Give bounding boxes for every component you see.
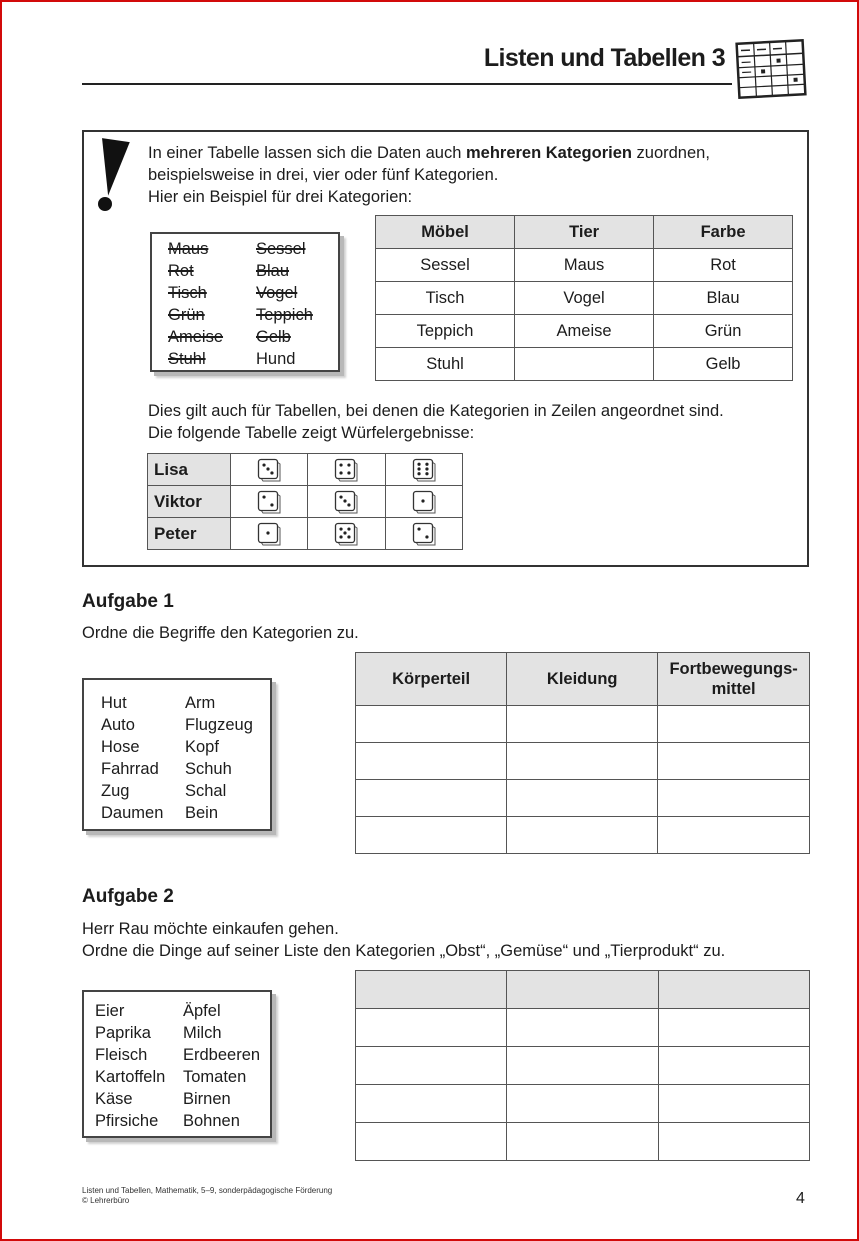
row-header-viktor: Viktor bbox=[148, 486, 231, 518]
note-word: Käse bbox=[95, 1090, 133, 1108]
die-pip bbox=[348, 535, 351, 538]
answer-cell[interactable] bbox=[658, 1085, 809, 1123]
die-icon bbox=[412, 522, 436, 546]
answer-cell[interactable] bbox=[507, 817, 658, 854]
header-cell: Fortbewegungs- mittel bbox=[658, 653, 810, 706]
die-pip bbox=[417, 467, 420, 470]
note-word: Äpfel bbox=[183, 1002, 221, 1020]
die-pip bbox=[266, 467, 269, 470]
note-word: Bein bbox=[185, 804, 219, 822]
answer-cell[interactable] bbox=[356, 1009, 507, 1047]
answer-cell[interactable] bbox=[507, 706, 658, 743]
die-cell bbox=[308, 454, 385, 486]
table-cell: Gelb bbox=[654, 348, 793, 381]
die-pip bbox=[421, 499, 424, 502]
note-word: Hund bbox=[256, 350, 296, 368]
answer-cell[interactable] bbox=[356, 743, 507, 780]
answer-cell[interactable] bbox=[658, 1123, 809, 1161]
info-paragraph-1: In einer Tabelle lassen sich die Daten auch mehreren Kategorien zuordnen, beispielsweise in drei, vier oder fünf Kategorien. Hier ein Beispiel für drei Kategorien: bbox=[148, 144, 710, 206]
info-bold-phrase: mehreren Kategorien bbox=[465, 144, 632, 162]
header-cell: Kleidung bbox=[507, 653, 658, 706]
die-pip bbox=[348, 471, 351, 474]
note-word: Fahrrad bbox=[101, 760, 159, 778]
note-word: Paprika bbox=[95, 1024, 151, 1042]
die-icon bbox=[334, 490, 358, 514]
note-word: Auto bbox=[101, 716, 135, 734]
blank-header-cell[interactable] bbox=[658, 971, 809, 1009]
task1-heading: Aufgabe 1 bbox=[82, 591, 174, 612]
answer-cell[interactable] bbox=[356, 1123, 507, 1161]
table-cell: Stuhl bbox=[376, 348, 515, 381]
dice-results-table bbox=[147, 453, 463, 550]
die-pip bbox=[344, 499, 347, 502]
blank-header-cell[interactable] bbox=[507, 971, 658, 1009]
row-header-lisa: Lisa bbox=[148, 454, 231, 486]
die-pip bbox=[425, 535, 428, 538]
die-face bbox=[413, 523, 432, 542]
header-cell: Möbel bbox=[376, 216, 515, 249]
note-word: Kopf bbox=[185, 738, 219, 756]
die-cell bbox=[308, 518, 385, 550]
die-pip bbox=[425, 472, 428, 475]
answer-cell[interactable] bbox=[507, 1085, 658, 1123]
die-pip bbox=[270, 503, 273, 506]
note-word: Eier bbox=[95, 1002, 125, 1020]
die-icon bbox=[257, 522, 281, 546]
note-word: Rot bbox=[168, 262, 194, 280]
die-cell bbox=[385, 518, 462, 550]
die-pip bbox=[270, 471, 273, 474]
die-pip bbox=[425, 462, 428, 465]
answer-cell[interactable] bbox=[356, 706, 507, 743]
die-cell bbox=[230, 518, 307, 550]
note-word: Milch bbox=[183, 1024, 222, 1042]
table-cell: Maus bbox=[515, 249, 654, 282]
answer-cell[interactable] bbox=[507, 1009, 658, 1047]
row-header-peter: Peter bbox=[148, 518, 231, 550]
die-pip bbox=[425, 467, 428, 470]
blank-header-cell[interactable] bbox=[356, 971, 507, 1009]
note-word: Hose bbox=[101, 738, 140, 756]
note-word: Ameise bbox=[168, 328, 224, 346]
die-face bbox=[336, 459, 355, 478]
die-icon bbox=[412, 458, 436, 482]
task2-answer-table bbox=[355, 970, 810, 1161]
answer-cell[interactable] bbox=[356, 1085, 507, 1123]
answer-cell[interactable] bbox=[658, 1009, 809, 1047]
note-word: Grün bbox=[168, 306, 205, 324]
note-word: Stuhl bbox=[168, 350, 206, 368]
note-word: Flugzeug bbox=[185, 716, 253, 734]
note-word: Maus bbox=[168, 240, 209, 258]
answer-cell[interactable] bbox=[356, 780, 507, 817]
footer-credits: Listen und Tabellen, Mathematik, 5–9, sonderpädagogische Förderung © Lehrerbüro bbox=[82, 1186, 333, 1205]
task1-answer-table bbox=[355, 652, 810, 854]
task2-heading: Aufgabe 2 bbox=[82, 886, 174, 907]
answer-cell[interactable] bbox=[507, 1123, 658, 1161]
die-pip bbox=[348, 527, 351, 530]
answer-cell[interactable] bbox=[356, 1047, 507, 1085]
example-category-table bbox=[375, 215, 793, 381]
die-pip bbox=[417, 527, 420, 530]
die-cell bbox=[385, 454, 462, 486]
page-number: 4 bbox=[796, 1190, 805, 1207]
table-cell: Teppich bbox=[376, 315, 515, 348]
note-word: Hut bbox=[101, 694, 127, 712]
note-word: Schal bbox=[185, 782, 227, 800]
header-cell: Tier bbox=[515, 216, 654, 249]
die-pip bbox=[348, 463, 351, 466]
note-word: Fleisch bbox=[95, 1046, 148, 1064]
note-word: Tisch bbox=[168, 284, 207, 302]
task2-instruction: Herr Rau möchte einkaufen gehen. Ordne die Dinge auf seiner Liste den Kategorien „Obst“, „Gemüse“ und „Tierprodukt“ zu. bbox=[82, 920, 726, 960]
answer-cell[interactable] bbox=[507, 743, 658, 780]
die-pip bbox=[340, 471, 343, 474]
die-pip bbox=[348, 503, 351, 506]
note-word: Daumen bbox=[101, 804, 164, 822]
note-word: Zug bbox=[101, 782, 130, 800]
die-face bbox=[413, 459, 432, 478]
table-cell: Rot bbox=[654, 249, 793, 282]
exclamation-icon bbox=[88, 138, 138, 218]
note-word: Birnen bbox=[183, 1090, 231, 1108]
table-cell: Ameise bbox=[515, 315, 654, 348]
die-icon bbox=[257, 490, 281, 514]
table-cell bbox=[515, 348, 654, 381]
answer-cell[interactable] bbox=[658, 780, 810, 817]
note-word: Schuh bbox=[185, 760, 232, 778]
page-title: Listen und Tabellen 3 bbox=[483, 44, 725, 72]
answer-cell[interactable] bbox=[658, 743, 810, 780]
note-word: Tomaten bbox=[183, 1068, 247, 1086]
die-pip bbox=[344, 531, 347, 534]
note-word: Kartoffeln bbox=[95, 1068, 166, 1086]
die-pip bbox=[262, 463, 265, 466]
title-rule bbox=[82, 83, 732, 85]
note-word: Vogel bbox=[256, 284, 298, 302]
die-pip bbox=[266, 531, 269, 534]
die-cell bbox=[230, 486, 307, 518]
table-cell: Blau bbox=[654, 282, 793, 315]
die-pip bbox=[340, 527, 343, 530]
header-cell: Farbe bbox=[654, 216, 793, 249]
note-word: Teppich bbox=[256, 306, 313, 324]
note-word: Bohnen bbox=[183, 1112, 240, 1130]
die-pip bbox=[417, 462, 420, 465]
die-pip bbox=[417, 472, 420, 475]
answer-cell[interactable] bbox=[507, 780, 658, 817]
die-icon bbox=[334, 522, 358, 546]
answer-cell[interactable] bbox=[658, 706, 810, 743]
note-word: Erdbeeren bbox=[183, 1046, 261, 1064]
table-cell: Tisch bbox=[376, 282, 515, 315]
die-pip bbox=[262, 495, 265, 498]
die-icon bbox=[412, 490, 436, 514]
answer-cell[interactable] bbox=[658, 1047, 809, 1085]
die-cell bbox=[308, 486, 385, 518]
note-word: Sessel bbox=[256, 240, 306, 258]
die-cell bbox=[230, 454, 307, 486]
note-word: Arm bbox=[185, 694, 216, 712]
answer-cell[interactable] bbox=[507, 1047, 658, 1085]
header-cell: Körperteil bbox=[356, 653, 507, 706]
table-cell: Grün bbox=[654, 315, 793, 348]
die-pip bbox=[340, 495, 343, 498]
note-word: Gelb bbox=[256, 328, 291, 346]
task1-instruction: Ordne die Begriffe den Kategorien zu. bbox=[82, 624, 359, 642]
answer-cell[interactable] bbox=[658, 817, 810, 854]
die-icon bbox=[257, 458, 281, 482]
table-cell: Vogel bbox=[515, 282, 654, 315]
die-cell bbox=[385, 486, 462, 518]
die-face bbox=[258, 491, 277, 510]
die-icon bbox=[334, 458, 358, 482]
die-pip bbox=[340, 535, 343, 538]
answer-cell[interactable] bbox=[356, 817, 507, 854]
info-paragraph-2: Dies gilt auch für Tabellen, bei denen die Kategorien in Zeilen angeordnet sind. Die folgende Tabelle zeigt Würfelergebnisse: bbox=[148, 402, 724, 442]
note-word: Blau bbox=[256, 262, 290, 280]
table-cell: Sessel bbox=[376, 249, 515, 282]
table-sheet-icon bbox=[735, 38, 808, 100]
die-pip bbox=[340, 463, 343, 466]
note-word: Pfirsiche bbox=[95, 1112, 159, 1130]
